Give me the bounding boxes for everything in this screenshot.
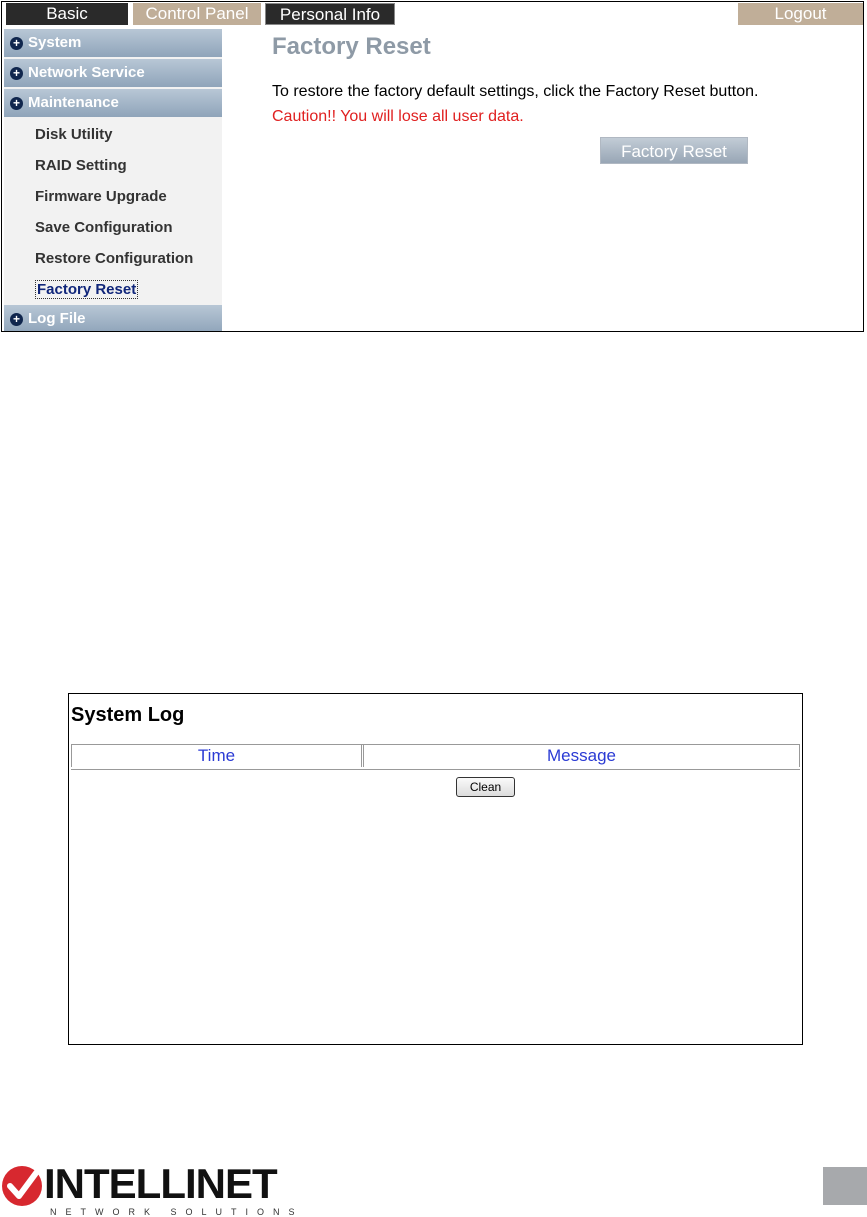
- sidebar-item-label: Factory Reset: [37, 281, 137, 298]
- sidebar-category-network-service[interactable]: [4, 59, 222, 87]
- sidebar: [4, 29, 222, 332]
- plus-circle-icon: +: [10, 37, 23, 50]
- sidebar-category-log-file[interactable]: [4, 305, 222, 332]
- sidebar-item-factory-reset[interactable]: [4, 274, 222, 305]
- system-log-screenshot: [68, 693, 803, 1045]
- sidebar-category-system[interactable]: [4, 29, 222, 57]
- caution-text: Caution!! You will lose all user data.: [272, 108, 524, 125]
- tab-control-panel[interactable]: Control Panel: [133, 3, 261, 25]
- sidebar-item-raid-setting[interactable]: RAID Setting: [35, 157, 127, 174]
- plus-circle-icon: +: [10, 97, 23, 110]
- sidebar-item-restore-configuration[interactable]: Restore Configuration: [35, 250, 194, 267]
- sidebar-category-maintenance[interactable]: [4, 89, 222, 117]
- sidebar-item-firmware-upgrade[interactable]: Firmware Upgrade: [35, 188, 167, 205]
- plus-circle-icon: +: [10, 313, 23, 326]
- tab-personal-info[interactable]: Personal Info: [265, 3, 395, 25]
- clean-button[interactable]: Clean: [456, 777, 515, 797]
- page-title: Factory Reset: [272, 33, 431, 60]
- sidebar-category-label: Log File: [28, 310, 86, 327]
- factory-reset-screenshot: [1, 1, 864, 332]
- sidebar-category-label: Network Service: [28, 64, 145, 81]
- brand-name: INTELLINET: [44, 1160, 277, 1207]
- checkmark-logo-icon: [2, 1166, 42, 1206]
- page-number-box: [823, 1167, 867, 1205]
- log-table-header: [71, 744, 800, 770]
- main-content: [272, 32, 862, 161]
- log-title: System Log: [71, 704, 185, 726]
- brand-tagline: NETWORK SOLUTIONS: [50, 1207, 304, 1217]
- column-header-time: Time: [71, 745, 362, 767]
- sidebar-item-save-configuration[interactable]: Save Configuration: [35, 219, 173, 236]
- column-header-message: Message: [363, 745, 800, 767]
- description-text: To restore the factory default settings, click the Factory Reset button.: [272, 83, 759, 100]
- top-navigation: [2, 2, 863, 26]
- factory-reset-button[interactable]: Factory Reset: [600, 137, 748, 164]
- sidebar-category-label: Maintenance: [28, 94, 119, 111]
- plus-circle-icon: +: [10, 67, 23, 80]
- sidebar-item-disk-utility[interactable]: Disk Utility: [35, 126, 113, 143]
- logout-button[interactable]: Logout: [738, 3, 863, 25]
- tab-basic[interactable]: Basic: [6, 3, 128, 25]
- sidebar-category-label: System: [28, 34, 82, 51]
